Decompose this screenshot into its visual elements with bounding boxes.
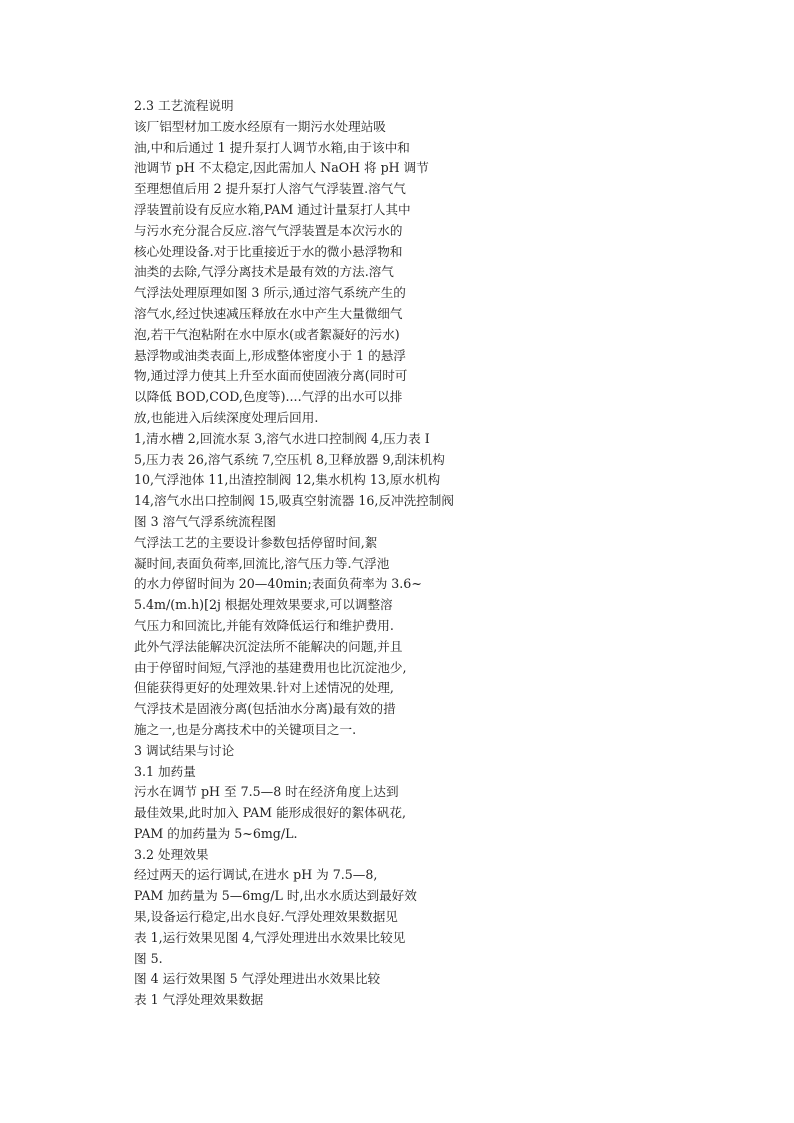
text-line: 物,通过浮力使其上升至水面而使固液分离(同时可 — [134, 368, 408, 384]
figure-caption: 图 4 运行效果图 5 气浮处理进出水效果比较 — [134, 971, 381, 987]
text-line: 气压力和回流比,并能有效降低运行和维护费用. — [134, 617, 394, 633]
text-line: 表 1,运行效果见图 4,气浮处理进出水效果比较见 — [134, 929, 406, 945]
text-line: 污水在调节 pH 至 7.5—8 时在经济角度上达到 — [134, 784, 399, 800]
text-line: 泡,若干气泡粘附在水中原水(或者絮凝好的污水) — [134, 326, 400, 342]
text-line: 施之一,也是分离技术中的关键项目之一. — [134, 721, 357, 737]
document-body — [134, 96, 474, 1011]
section-heading: 2.3 工艺流程说明 — [134, 98, 234, 113]
text-line: 的水力停留时间为 20—40min;表面负荷率为 3.6~ — [134, 576, 422, 592]
text-line: 此外气浮法能解决沉淀法所不能解决的问题,并且 — [134, 638, 403, 654]
subsection-heading: 3.2 处理效果 — [134, 846, 209, 862]
text-line: 油,中和后通过 1 提升泵打人调节水箱,由于该中和 — [134, 139, 410, 155]
legend-line: 14,溶气水出口控制阀 15,吸真空射流器 16,反冲洗控制阀 — [134, 493, 454, 509]
text-line: PAM 加药量为 5—6mg/L 时,出水水质达到最好效 — [134, 888, 417, 904]
legend-line: 1,清水槽 2,回流水泵 3,溶气水进口控制阀 4,压力表 I — [134, 430, 430, 446]
text-line: 但能获得更好的处理效果.针对上述情况的处理, — [134, 680, 394, 696]
text-line: 气浮法工艺的主要设计参数包括停留时间,絮 — [134, 534, 378, 550]
text-line: 油类的去除,气浮分离技术是最有效的方法.溶气 — [134, 264, 394, 280]
text-line: 放,也能进入后续深度处理后回用. — [134, 409, 319, 425]
text-line: 果,设备运行稳定,出水良好.气浮处理效果数据见 — [134, 909, 398, 925]
text-line: 以降低 BOD,COD,色度等)....气浮的出水可以排 — [134, 389, 403, 405]
legend-line: 5,压力表 26,溶气系统 7,空压机 8,卫释放器 9,刮沫机构 — [134, 451, 445, 467]
text-line: 核心处理设备.对于比重接近于水的微小悬浮物和 — [134, 243, 403, 259]
text-line: 池调节 pH 不太稳定,因此需加人 NaOH 将 pH 调节 — [134, 160, 429, 176]
text-line: 经过两天的运行调试,在进水 pH 为 7.5—8, — [134, 867, 378, 883]
text-line: 悬浮物或油类表面上,形成整体密度小于 1 的悬浮 — [134, 347, 406, 363]
table-caption: 表 1 气浮处理效果数据 — [134, 992, 264, 1008]
text-line: 气浮法处理原理如图 3 所示,通过溶气系统产生的 — [134, 285, 406, 301]
subsection-heading: 3.1 加药量 — [134, 763, 196, 779]
text-line: 最佳效果,此时加入 PAM 能形成很好的絮体矾花, — [134, 805, 407, 821]
section-heading: 3 调试结果与讨论 — [134, 742, 235, 758]
text-line: 浮装置前设有反应水箱,PAM 通过计量泵打人其中 — [134, 201, 411, 217]
text-line: 凝时间,表面负荷率,回流比,溶气压力等.气浮池 — [134, 555, 390, 571]
text-line: 至理想值后用 2 提升泵打人溶气气浮装置.溶气气 — [134, 181, 406, 197]
figure-caption: 图 3 溶气气浮系统流程图 — [134, 513, 276, 529]
text-line: 由于停留时间短,气浮池的基建费用也比沉淀池少, — [134, 659, 407, 675]
text-line: 与污水充分混合反应.溶气气浮装置是本次污水的 — [134, 222, 403, 238]
text-line: 5.4m/(m.h)[2j 根据处理效果要求,可以调整溶 — [134, 597, 393, 613]
legend-line: 10,气浮池体 11,出渣控制阀 12,集水机构 13,原水机构 — [134, 472, 441, 488]
text-line: 图 5. — [134, 950, 163, 966]
text-line: 该厂铝型材加工废水经原有一期污水处理站吸 — [134, 118, 386, 134]
text-line: 气浮技术是固液分离(包括油水分离)最有效的措 — [134, 701, 396, 717]
text-line: PAM 的加药量为 5~6mg/L. — [134, 825, 298, 841]
text-line: 溶气水,经过快速减压释放在水中产生大量微细气 — [134, 305, 403, 321]
